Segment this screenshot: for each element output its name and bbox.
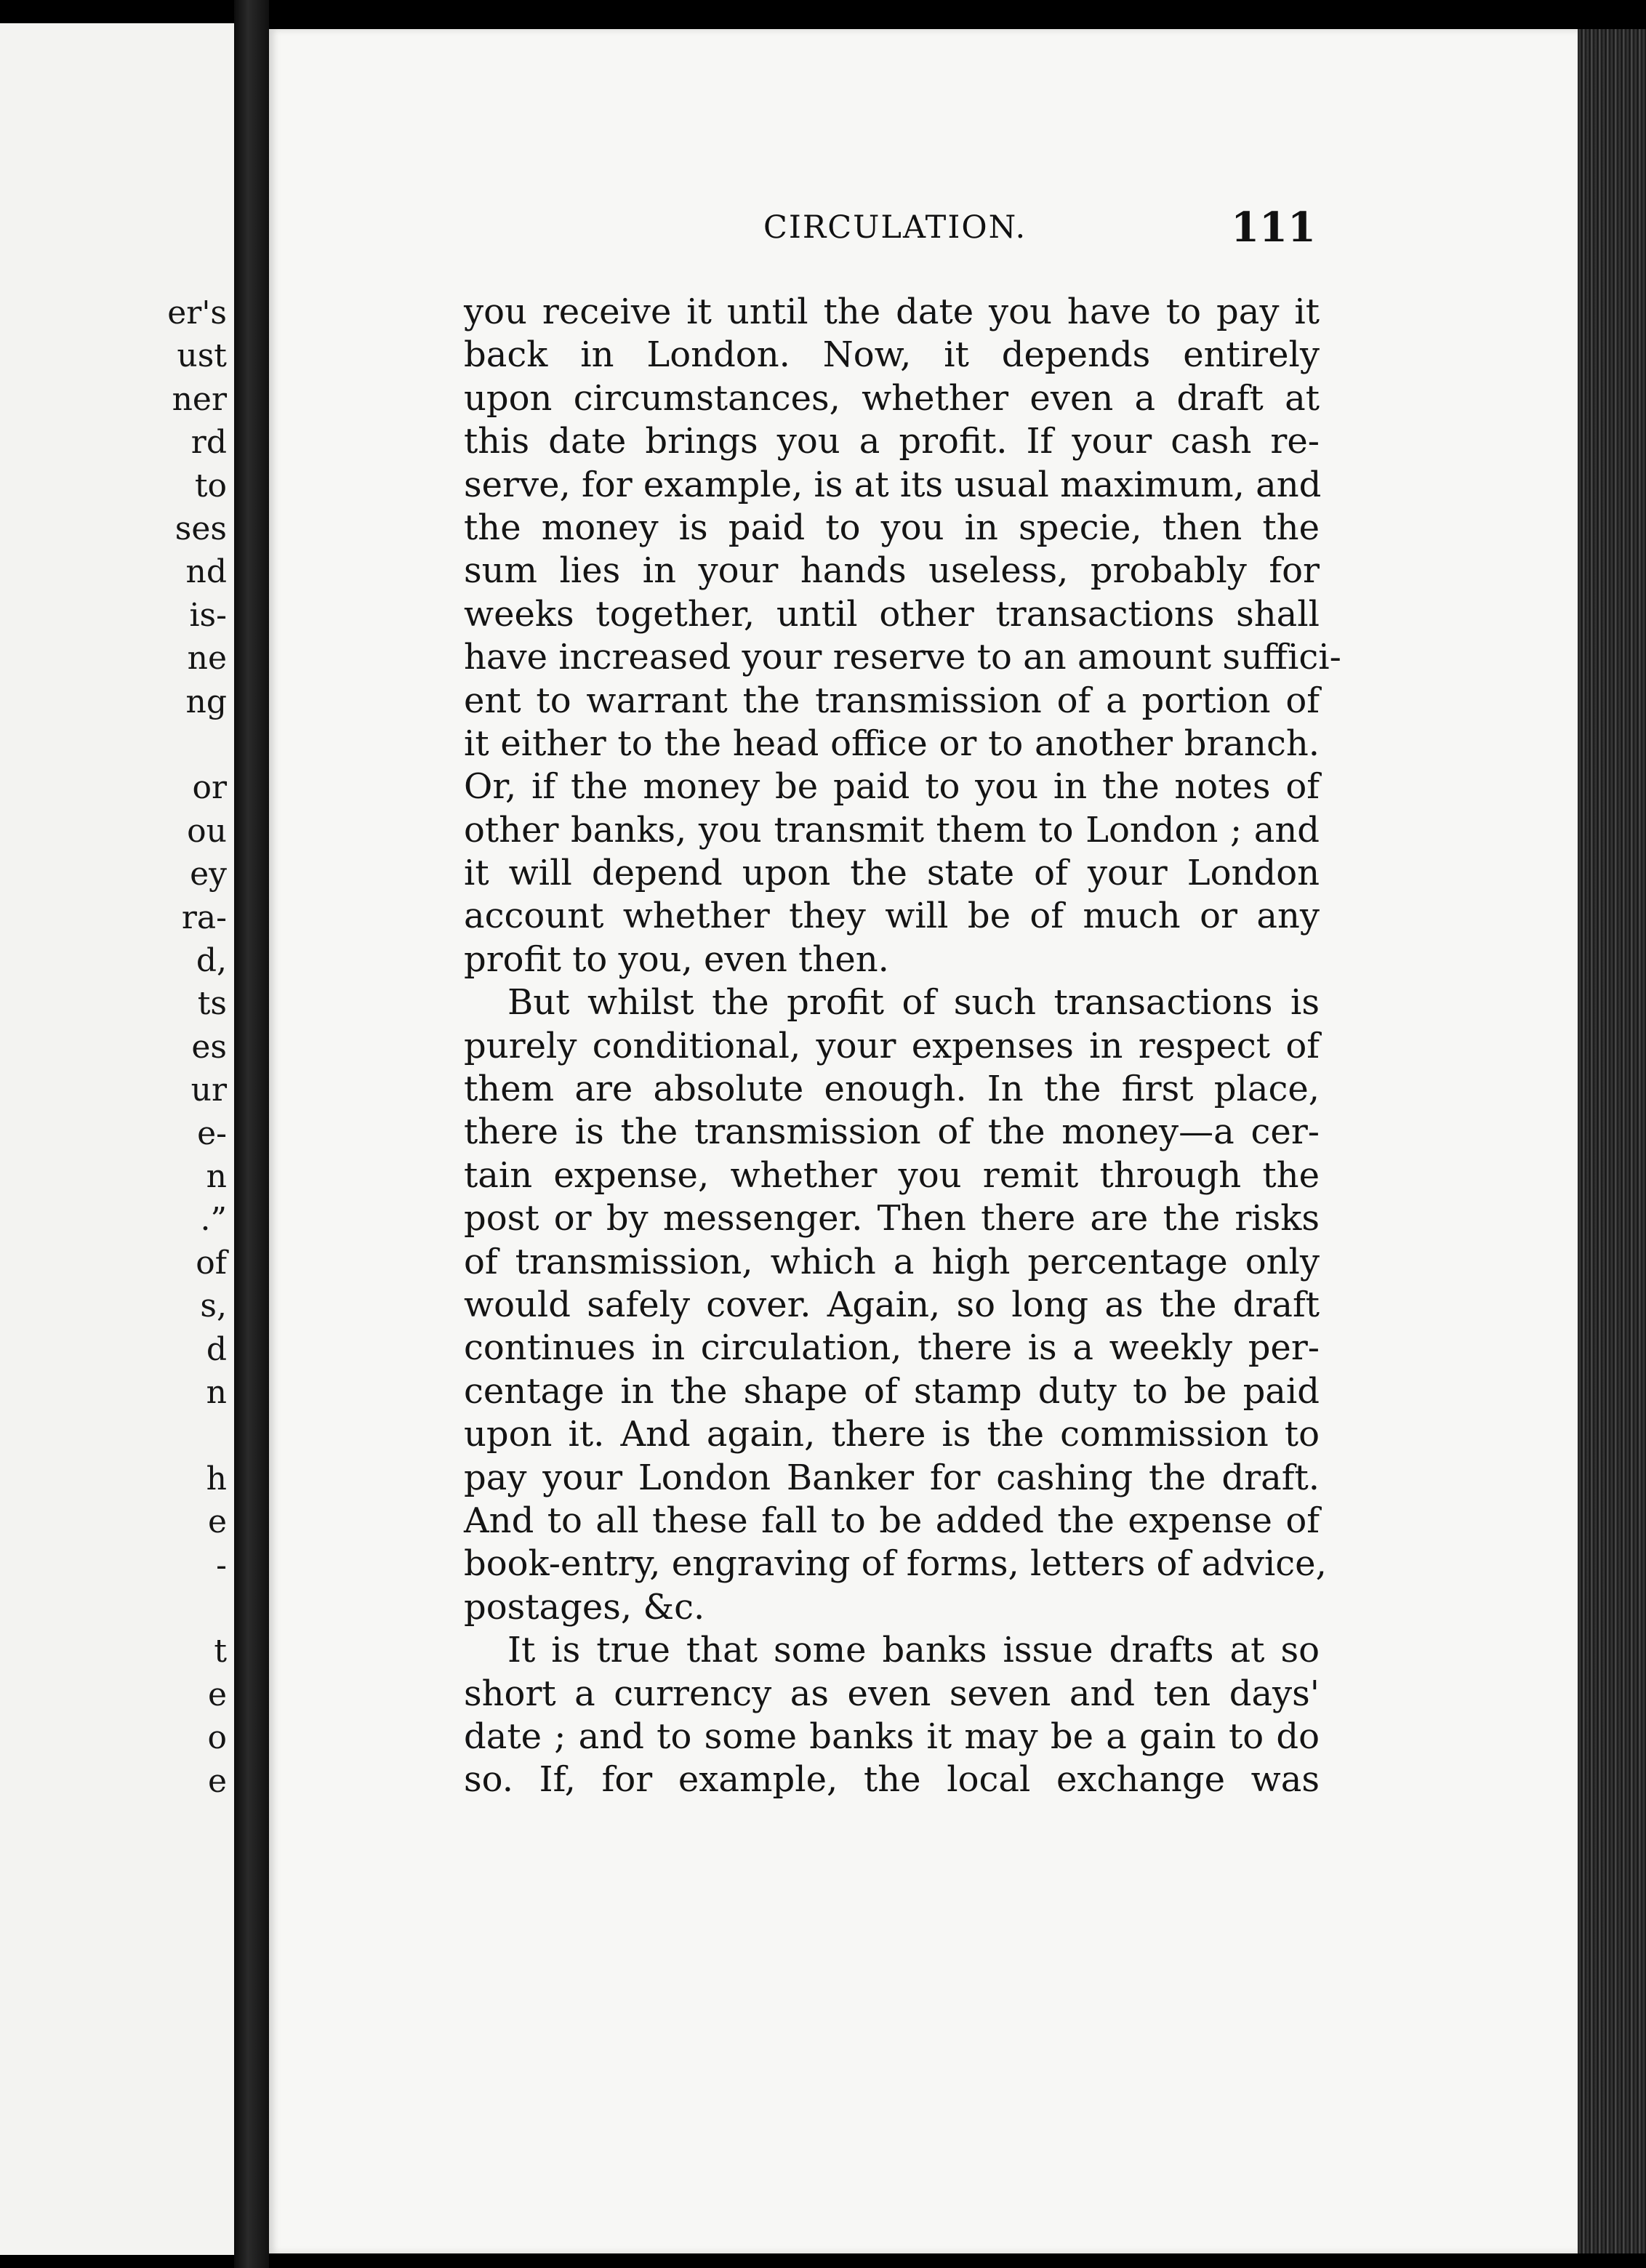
text-line: sum lies in your hands useless, probably for: [464, 550, 1320, 592]
facing-page-text-fragment: d: [206, 1330, 227, 1368]
facing-page-text-fragment: ou: [187, 812, 227, 850]
paragraph-start-line: It is true that some banks issue drafts at so: [507, 1630, 1320, 1671]
text-line: ent to warrant the transmission of a portion of: [464, 680, 1320, 721]
page-number: 111: [1231, 204, 1316, 252]
text-line: postages, &c.: [464, 1586, 705, 1628]
facing-page-text-fragment: e: [207, 1676, 227, 1713]
facing-page-text-fragment: n: [206, 1158, 227, 1195]
facing-page-text-fragment: ner: [172, 380, 227, 418]
facing-page-text-fragment: er's: [167, 294, 227, 331]
facing-page-text-fragment: ra-: [181, 898, 227, 936]
text-line: book-entry, engraving of forms, letters of advice,: [464, 1543, 1327, 1585]
text-line: tain expense, whether you remit through the: [464, 1154, 1320, 1196]
text-line: short a currency as even seven and ten days': [464, 1673, 1320, 1714]
text-line: Or, if the money be paid to you in the notes of: [464, 766, 1320, 808]
facing-page-text-fragment: e: [207, 1503, 227, 1541]
text-line: account whether they will be of much or any: [464, 896, 1320, 937]
facing-page-text-fragment: e-: [197, 1114, 227, 1152]
facing-page-text-fragment: of: [196, 1244, 227, 1282]
facing-page-text-fragment: nd: [185, 553, 227, 591]
previous-page-fragment: [0, 23, 234, 2255]
facing-page-text-fragment: is-: [189, 596, 227, 634]
paragraph-start-line: But whilst the profit of such transactions is: [507, 982, 1320, 1024]
facing-page-text-fragment: o: [207, 1719, 227, 1757]
text-line: you receive it until the date you have to pay it: [464, 291, 1320, 332]
text-line: pay your London Banker for cashing the draft.: [464, 1457, 1320, 1498]
page-header: [487, 204, 1316, 254]
text-line: continues in circulation, there is a weekly per-: [464, 1327, 1320, 1369]
facing-page-text-fragment: or: [192, 769, 227, 807]
facing-page-text-fragment: ne: [187, 640, 227, 677]
facing-page-text-fragment: n: [206, 1374, 227, 1411]
text-line: upon it. And again, there is the commission to: [464, 1414, 1320, 1455]
running-title: CIRCULATION.: [763, 209, 1027, 246]
text-line: serve, for example, is at its usual maximum, and: [464, 464, 1322, 505]
text-line: it either to the head office or to another branch.: [464, 723, 1320, 764]
facing-page-text-fragment: ses: [174, 510, 227, 547]
text-line: purely conditional, your expenses in respect of: [464, 1025, 1320, 1066]
facing-page-text-fragment: s,: [200, 1287, 227, 1325]
text-line: upon circumstances, whether even a draft at: [464, 377, 1320, 419]
facing-page-text-fragment: ts: [197, 985, 227, 1023]
text-line: the money is paid to you in specie, then the: [464, 507, 1320, 548]
text-line: weeks together, until other transactions shall: [464, 593, 1320, 635]
facing-page-text-fragment: -: [216, 1546, 227, 1584]
facing-page-text-fragment: t: [214, 1633, 227, 1670]
text-line: so. If, for example, the local exchange was: [464, 1759, 1320, 1801]
text-line: it will depend upon the state of your London: [464, 853, 1320, 894]
facing-page-text-fragment: ust: [177, 337, 227, 375]
facing-page-text-fragment: .”: [200, 1201, 227, 1239]
facing-page-text-fragment: ur: [190, 1071, 227, 1109]
facing-page-text-fragment: ng: [185, 683, 227, 720]
text-line: this date brings you a profit. If your cash re-: [464, 421, 1320, 462]
body-text: [464, 291, 1341, 1802]
facing-page-text-fragment: ey: [190, 856, 227, 893]
facing-page-text-fragment: e: [207, 1762, 227, 1800]
text-line: centage in the shape of stamp duty to be paid: [464, 1370, 1320, 1412]
book-gutter: [234, 0, 269, 2268]
text-line: post or by messenger. Then there are the risks: [464, 1198, 1320, 1239]
text-line: date ; and to some banks it may be a gain to do: [464, 1716, 1320, 1757]
text-line: back in London. Now, it depends entirely: [464, 334, 1320, 376]
text-line: profit to you, even then.: [464, 938, 889, 980]
text-line: there is the transmission of the money—a cer-: [464, 1111, 1320, 1153]
text-line: of transmission, which a high percentage only: [464, 1241, 1320, 1282]
facing-page-text-fragment: h: [206, 1460, 227, 1497]
text-line: would safely cover. Again, so long as the draft: [464, 1284, 1320, 1325]
facing-page-text-fragment: rd: [190, 424, 227, 462]
text-line: have increased your reserve to an amount suffici-: [464, 637, 1341, 678]
facing-page-text-fragment: to: [194, 467, 227, 504]
page-edge-stack: [1578, 29, 1646, 2253]
facing-page-text-fragment: es: [191, 1028, 227, 1066]
text-line: them are absolute enough. In the first place,: [464, 1069, 1320, 1110]
text-line: And to all these fall to be added the expense of: [464, 1500, 1320, 1541]
facing-page-text-fragment: d,: [196, 942, 227, 979]
text-line: other banks, you transmit them to London ; and: [464, 809, 1320, 850]
